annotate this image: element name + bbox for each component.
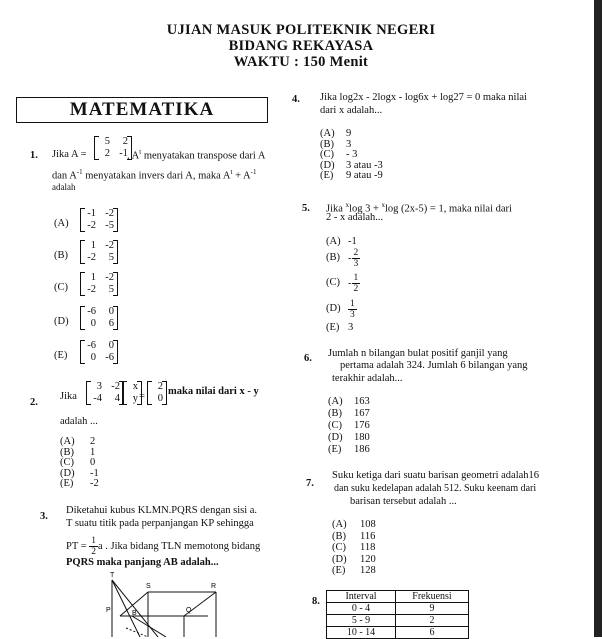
matrix-cell: 1 — [90, 240, 96, 251]
q6-option-label: (C) — [328, 420, 342, 431]
q5-option-label: (C) — [326, 277, 340, 288]
q1-option-matrix — [80, 306, 118, 331]
q5-option-fraction: $\frac{2}{3}$ — [353, 248, 359, 269]
q5-line1: Jika $^x$log 3 + $^x$log (2x-5) = 1, maka nilai dari — [326, 201, 512, 215]
q4-option-value: - 3 — [346, 149, 358, 160]
table-cell: 2 — [396, 615, 469, 627]
table-header: Interval — [327, 591, 396, 603]
q6-option-label: (E) — [328, 444, 342, 455]
label-P: P — [106, 607, 111, 614]
q5-option-label: (A) — [326, 236, 341, 247]
q4-option-label: (B) — [320, 138, 334, 150]
q1-transpose-text: , $A^t$ menyatakan transpose dari A — [127, 148, 266, 162]
q1-option-label: (C) — [54, 282, 68, 293]
q4-option-label: (E) — [320, 170, 334, 181]
matrix-cell: -2 — [87, 220, 96, 231]
q4-option-value: 3 — [346, 138, 352, 150]
matrix-cell: -2 — [87, 284, 96, 295]
q3-fraction: $\frac{1}{2}$ — [91, 536, 96, 557]
q2-option-label: (A) — [60, 436, 75, 447]
matrix-cell: 2 — [157, 381, 163, 392]
q8-number: 8. — [312, 596, 320, 607]
q2-equals: = — [139, 391, 145, 402]
matrix-cell: 5 — [104, 136, 110, 147]
q7-option-label: (A) — [332, 519, 347, 530]
q7-option-label: (B) — [332, 530, 346, 542]
label-S: S — [146, 583, 151, 590]
q6-option-label: (A) — [328, 396, 343, 407]
q7-option-label: (D) — [332, 553, 347, 565]
matrix-cell: 6 — [108, 318, 114, 329]
q2-matrix-result — [147, 381, 167, 406]
q5-option-value: - $\frac{2}{3}$ — [348, 248, 359, 269]
table-row — [327, 615, 469, 627]
q4-option-label: (A) — [320, 128, 335, 139]
q5-option-fraction: $\frac{1}{3}$ — [350, 299, 355, 320]
q6-line2: pertama adalah 324. Jumlah 6 bilangan yang — [340, 360, 528, 371]
q1-option-label: (B) — [54, 250, 68, 261]
q7-option-value: 118 — [360, 542, 376, 553]
table-row — [327, 603, 469, 615]
matrix-cell: 4 — [114, 393, 120, 404]
table-cell: 5 - 9 — [327, 615, 396, 627]
q6-line3: terakhir adalah... — [332, 373, 403, 384]
matrix-cell: y — [132, 393, 138, 404]
q2-option-label: (E) — [60, 478, 74, 489]
q7-option-value: 128 — [360, 565, 376, 576]
matrix-cell: x — [132, 381, 138, 392]
q2-adalah: adalah ... — [60, 416, 98, 427]
q2-option-label: (B) — [60, 446, 74, 458]
q5-option-value: 3 — [348, 322, 354, 333]
matrix-cell: -2 — [105, 240, 114, 251]
q6-option-label: (D) — [328, 432, 343, 443]
matrix-cell: 0 — [108, 340, 114, 351]
table-cell: 9 — [396, 603, 469, 615]
q1-option-label: (A) — [54, 218, 69, 229]
q6-option-value: 163 — [354, 396, 370, 407]
q7-option-value: 120 — [360, 553, 376, 565]
q5-option-value: -1 — [348, 236, 357, 247]
matrix-cell: 0 — [157, 393, 163, 404]
q7-option-label: (C) — [332, 542, 346, 553]
q5-line2: 2 - x adalah... — [326, 212, 384, 223]
matrix-cell: 2 — [122, 136, 128, 147]
q1-number: 1. — [30, 150, 38, 161]
label-T: T — [110, 572, 115, 579]
q2-option-value: 1 — [90, 446, 96, 458]
q2-prefix: Jika — [60, 391, 77, 402]
q3-line3: PT = $\frac{1}{2}$ a . Jika bidang TLN memotong bidang — [66, 536, 261, 557]
matrix-cell: 0 — [108, 306, 114, 317]
matrix-cell: -1 — [119, 148, 128, 159]
matrix-cell: 5 — [108, 284, 114, 295]
table-header: Frekuensi — [396, 591, 469, 603]
q1-option-matrix — [80, 272, 118, 297]
matrix-cell: -4 — [93, 393, 102, 404]
q3-line4: PQRS maka panjang AB adalah... — [66, 557, 219, 568]
q4-option-label: (D) — [320, 159, 335, 171]
table-cell: 6 — [396, 627, 469, 639]
matrix-cell: -1 — [87, 208, 96, 219]
section-title: MATEMATIKA — [69, 99, 215, 120]
frequency-table — [326, 590, 469, 639]
q2-option-value: -2 — [90, 478, 99, 489]
q1-option-matrix — [80, 340, 118, 365]
page-edge-shadow — [594, 0, 602, 637]
q1-option-matrix — [80, 240, 118, 265]
q1-option-label: (D) — [54, 316, 69, 327]
q2-number: 2. — [30, 397, 38, 408]
q7-line3: barisan tersebut adalah ... — [350, 496, 457, 507]
q2-option-value: -1 — [90, 467, 99, 479]
q6-option-value: 186 — [354, 444, 370, 455]
exam-duration: WAKTU : 150 Menit — [233, 54, 369, 70]
matrix-cell: -2 — [111, 381, 120, 392]
q7-option-value: 108 — [360, 519, 376, 530]
matrix-cell: 0 — [90, 352, 96, 363]
exam-title: UJIAN MASUK POLITEKNIK NEGERI — [166, 22, 436, 38]
q2-suffix: maka nilai dari x - y — [168, 386, 259, 397]
matrix-cell: 3 — [96, 381, 102, 392]
q7-line2: dan suku kedelapan adalah 512. Suku keenam dari — [334, 483, 537, 494]
q5-number: 5. — [302, 203, 310, 214]
table-cell: 10 - 14 — [327, 627, 396, 639]
q3-line1: Diketahui kubus KLMN.PQRS dengan sisi a. — [66, 505, 258, 516]
q4-line1: Jika log2x - 2logx - log6x + log27 = 0 maka nilai — [320, 92, 527, 103]
matrix-cell: -2 — [105, 272, 114, 283]
label-B: B — [132, 610, 137, 617]
matrix-cell: -6 — [105, 352, 114, 363]
label-R: R — [211, 583, 217, 590]
q1-option-matrix — [80, 208, 118, 233]
q2-option-label: (C) — [60, 457, 74, 468]
q1-prefix: Jika A = — [52, 149, 87, 160]
matrix-cell: -5 — [105, 220, 114, 231]
q5-option-label: (E) — [326, 322, 340, 333]
matrix-cell: 0 — [90, 318, 96, 329]
q4-option-value: 3 atau -3 — [346, 159, 383, 171]
table-cell: 0 - 4 — [327, 603, 396, 615]
matrix-cell: -2 — [105, 208, 114, 219]
q5-option-fraction: $\frac{1}{2}$ — [353, 273, 359, 294]
q6-line1: Jumlah n bilangan bulat positif ganjil yang — [328, 348, 508, 359]
matrix-cell: 1 — [90, 272, 96, 283]
q1-inverse-text: dan $A^{-1}$ menyatakan invers dari A, maka $A^t + A^{-1}$ — [52, 168, 257, 182]
q7-number: 7. — [306, 478, 314, 489]
q6-option-value: 176 — [354, 420, 370, 431]
q4-number: 4. — [292, 94, 300, 105]
q3-number: 3. — [40, 511, 48, 522]
q4-option-label: (C) — [320, 149, 334, 160]
q2-option-value: 2 — [90, 436, 96, 447]
q5-option-label: (B) — [326, 252, 340, 263]
q3-line2: T suatu titik pada perpanjangan KP sehingga — [66, 518, 254, 529]
matrix-cell: -6 — [87, 306, 96, 317]
q7-line1: Suku ketiga dari suatu barisan geometri adalah16 — [332, 470, 540, 481]
q2-option-value: 0 — [90, 457, 96, 468]
q5-option-value — [348, 299, 357, 320]
q2-option-label: (D) — [60, 467, 75, 479]
q4-option-value: 9 atau -9 — [346, 170, 383, 181]
q6-number: 6. — [304, 353, 312, 364]
q7-option-value: 116 — [360, 530, 376, 542]
q4-option-value: 9 — [346, 128, 352, 139]
q7-option-label: (E) — [332, 565, 346, 576]
matrix-cell: -6 — [87, 340, 96, 351]
q5-option-value: - $\frac{1}{2}$ — [348, 273, 359, 294]
q6-option-label: (B) — [328, 408, 342, 419]
matrix-cell: 5 — [108, 252, 114, 263]
q1-adalah: adalah — [52, 182, 76, 192]
matrix-cell: 2 — [104, 148, 110, 159]
q6-option-value: 180 — [354, 432, 370, 443]
cube-figure — [96, 568, 236, 637]
q6-option-value: 167 — [354, 408, 370, 419]
q1-option-label: (E) — [54, 350, 68, 361]
label-Q: Q — [186, 607, 192, 614]
exam-field: BIDANG REKAYASA — [228, 38, 374, 54]
matrix-cell: -2 — [87, 252, 96, 263]
q5-option-label: (D) — [326, 303, 341, 314]
q2-matrix-coef — [86, 381, 124, 406]
q4-line2: dari x adalah... — [320, 105, 383, 116]
